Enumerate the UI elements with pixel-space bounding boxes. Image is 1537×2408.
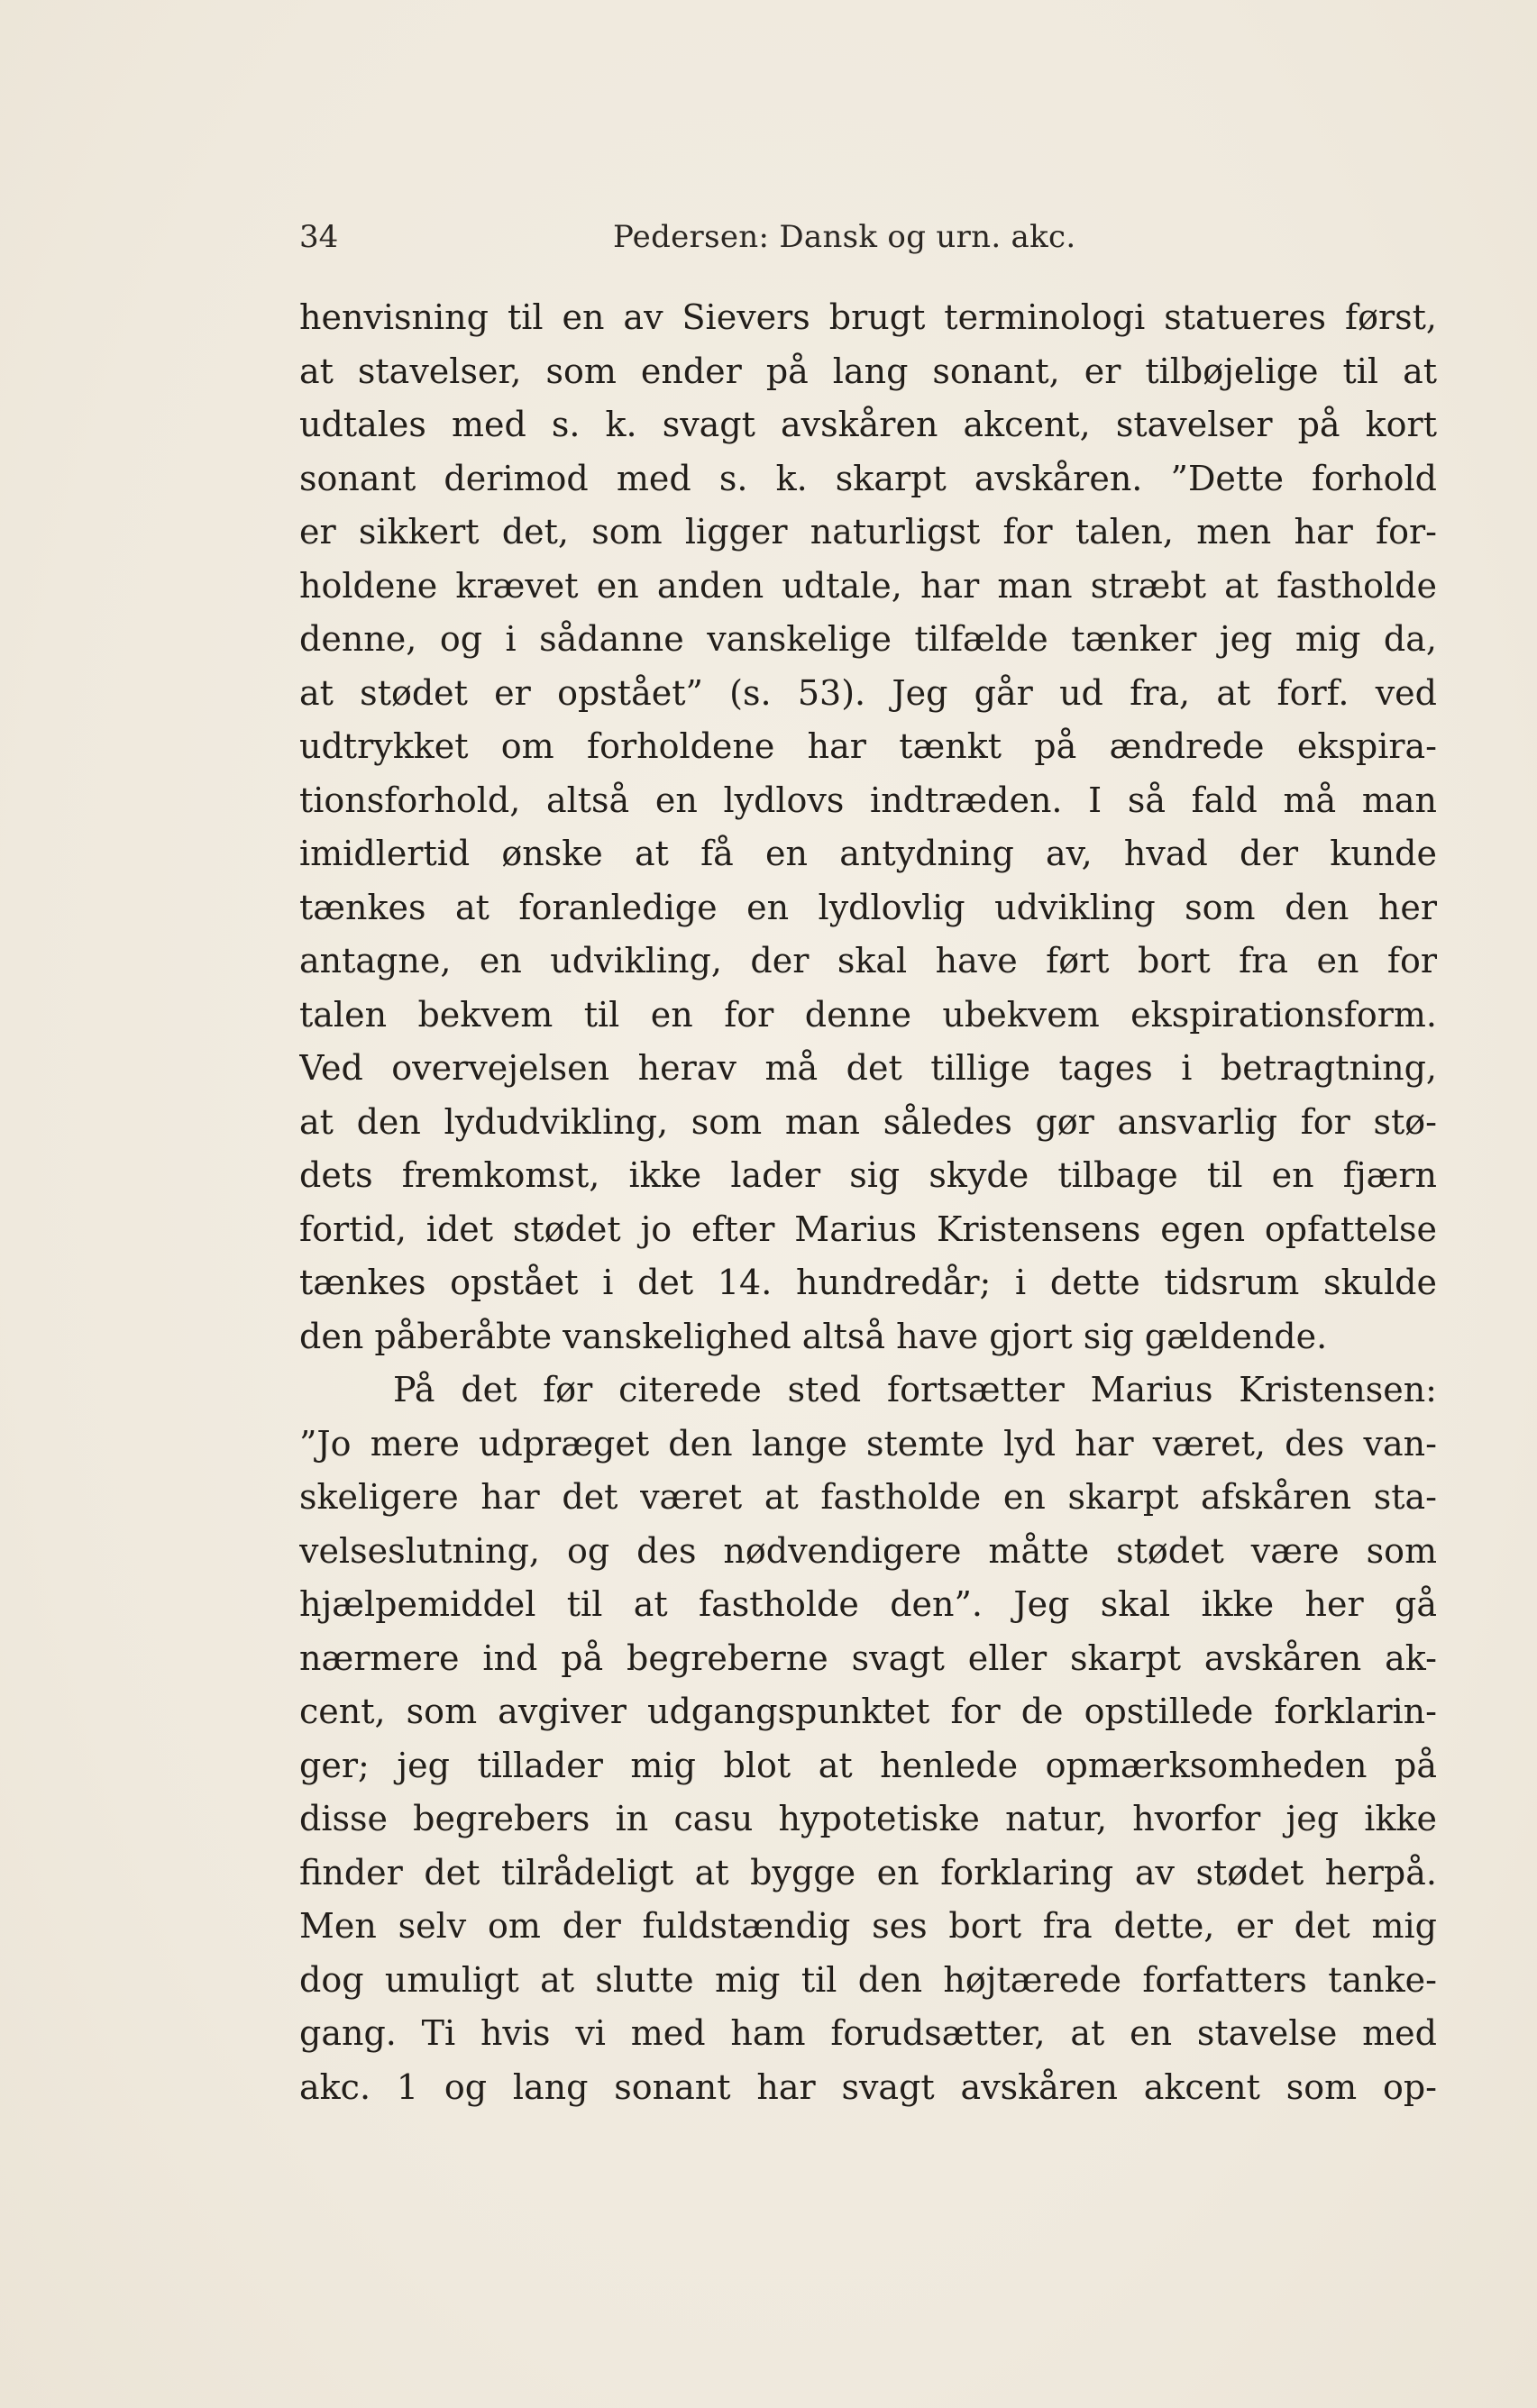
text-line: sonant derimod med s. k. skarpt avskåren. ”Dette forhold bbox=[299, 458, 1437, 498]
text-line: henvisning til en av Sievers brugt terminologi statueres først, bbox=[299, 297, 1437, 337]
text-line: finder det tilrådeligt at bygge en forklaring av stødet herpå. bbox=[299, 1852, 1437, 1893]
text-line: er sikkert det, som ligger naturligst for talen, men har for- bbox=[299, 512, 1437, 552]
running-head bbox=[299, 219, 1437, 268]
text-line: talen bekvem til en for denne ubekvem ekspirationsform. bbox=[299, 994, 1437, 1035]
text-line: cent, som avgiver udgangspunktet for de opstillede forklarin- bbox=[299, 1692, 1437, 1731]
text-line: velseslutning, og des nødvendigere måtte stødet være som bbox=[299, 1530, 1437, 1571]
text-line: udtrykket om forholdene har tænkt på ændrede ekspira- bbox=[299, 726, 1437, 766]
text-line: nærmere ind på begreberne svagt eller skarpt avskåren ak- bbox=[299, 1637, 1437, 1678]
text-line: fortid, idet stødet jo efter Marius Kristensens egen opfattelse bbox=[299, 1209, 1437, 1249]
text-line: Men selv om der fuldstændig ses bort fra dette, er det mig bbox=[299, 1906, 1437, 1946]
text-line: at stødet er opstået” (s. 53). Jeg går ud fra, at forf. ved bbox=[299, 672, 1437, 713]
text-line: ger; jeg tillader mig blot at henlede opmærksomheden på bbox=[299, 1745, 1437, 1785]
text-line: disse begrebers in casu hypotetiske natur, hvorfor jeg ikke bbox=[299, 1799, 1437, 1838]
text-line: akc. 1 og lang sonant har svagt avskåren akcent som op- bbox=[299, 2066, 1437, 2107]
text-line: at den lydudvikling, som man således gør ansvarlig for stø- bbox=[299, 1101, 1437, 1142]
text-line: ”Jo mere udpræget den lange stemte lyd har været, des van- bbox=[299, 1423, 1437, 1464]
paragraph-start-line: På det før citerede sted fortsætter Marius Kristensen: bbox=[393, 1370, 1437, 1409]
body-text bbox=[299, 291, 1437, 2114]
text-line: dets fremkomst, ikke lader sig skyde tilbage til en fjærn bbox=[299, 1155, 1437, 1195]
text-line: denne, og i sådanne vanskelige tilfælde tænker jeg mig da, bbox=[299, 619, 1437, 659]
text-line: tænkes opstået i det 14. hundredår; i dette tidsrum skulde bbox=[299, 1263, 1437, 1302]
text-line: Ved overvejelsen herav må det tillige tages i betragtning, bbox=[299, 1048, 1437, 1088]
text-line: hjælpemiddel til at fastholde den”. Jeg skal ikke her gå bbox=[299, 1584, 1437, 1624]
page-number: 34 bbox=[299, 219, 339, 255]
text-line: antagne, en udvikling, der skal have ført bort fra en for bbox=[299, 941, 1437, 981]
text-line: tænkes at foranledige en lydlovlig udvikling som den her bbox=[299, 887, 1437, 927]
text-line: udtales med s. k. svagt avskåren akcent, stavelser på kort bbox=[299, 405, 1437, 444]
header-title: Pedersen: Dansk og urn. akc. bbox=[613, 219, 1076, 255]
text-line: skeligere har det været at fastholde en skarpt afskåren sta- bbox=[299, 1477, 1437, 1517]
text-line: holdene krævet en anden udtale, har man stræbt at fastholde bbox=[299, 565, 1437, 606]
text-line: dog umuligt at slutte mig til den højtærede forfatters tanke- bbox=[299, 1959, 1437, 2000]
text-line: tionsforhold, altså en lydlovs indtræden. I så fald må man bbox=[299, 780, 1437, 820]
text-line: gang. Ti hvis vi med ham forudsætter, at en stavelse med bbox=[299, 2013, 1437, 2053]
text-line: at stavelser, som ender på lang sonant, er tilbøjelige til at bbox=[299, 351, 1437, 391]
paragraph-end-line: den påberåbte vanskelighed altså have gjort sig gældende. bbox=[299, 1316, 1328, 1356]
text-line: imidlertid ønske at få en antydning av, hvad der kunde bbox=[299, 834, 1437, 873]
